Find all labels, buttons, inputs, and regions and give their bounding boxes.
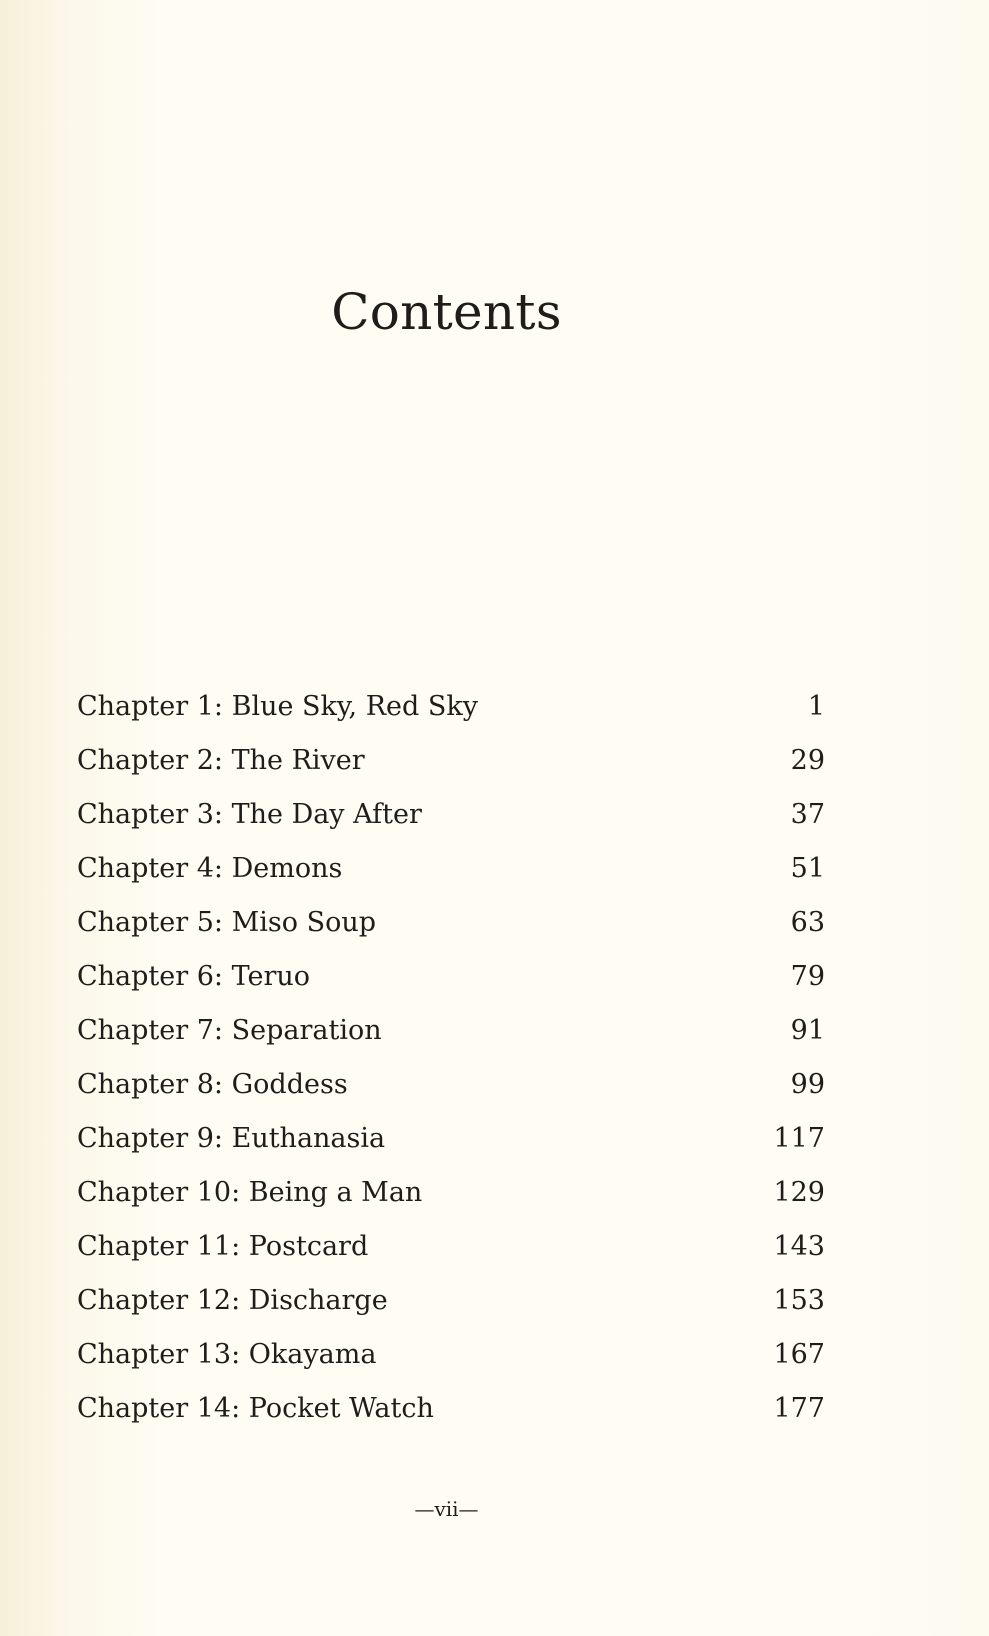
page-number: 117 — [773, 1123, 825, 1154]
page-number: 51 — [790, 853, 825, 884]
table-of-contents — [77, 680, 825, 1436]
page-number: 79 — [790, 961, 825, 992]
toc-entry — [77, 1058, 825, 1112]
toc-entry — [77, 1220, 825, 1274]
toc-entry — [77, 1166, 825, 1220]
page-number: 99 — [790, 1069, 825, 1100]
chapter-title: Chapter 2: The River — [77, 745, 365, 776]
page-number: 1 — [807, 691, 825, 722]
page-number: 63 — [790, 907, 825, 938]
toc-entry — [77, 680, 825, 734]
chapter-title: Chapter 3: The Day After — [77, 799, 422, 830]
toc-entry — [77, 896, 825, 950]
chapter-title: Chapter 12: Discharge — [77, 1285, 388, 1316]
page-number: 91 — [790, 1015, 825, 1046]
page-number: 29 — [790, 745, 825, 776]
chapter-title: Chapter 6: Teruo — [77, 961, 311, 992]
page-number: 177 — [773, 1393, 825, 1424]
toc-entry — [77, 1274, 825, 1328]
toc-entry — [77, 1004, 825, 1058]
chapter-title: Chapter 11: Postcard — [77, 1231, 369, 1262]
chapter-title: Chapter 10: Being a Man — [77, 1177, 423, 1208]
page-title: Contents — [331, 283, 562, 341]
toc-entry — [77, 1112, 825, 1166]
chapter-title: Chapter 7: Separation — [77, 1015, 382, 1046]
page-number: 129 — [773, 1177, 825, 1208]
page-number: 167 — [773, 1339, 825, 1370]
toc-entry — [77, 1328, 825, 1382]
chapter-title: Chapter 5: Miso Soup — [77, 907, 377, 938]
page-number: 37 — [790, 799, 825, 830]
chapter-title: Chapter 13: Okayama — [77, 1339, 377, 1370]
page-folio: —vii— — [414, 1497, 479, 1521]
toc-entry — [77, 1382, 825, 1436]
chapter-title: Chapter 14: Pocket Watch — [77, 1393, 434, 1424]
chapter-title: Chapter 4: Demons — [77, 853, 343, 884]
toc-entry — [77, 734, 825, 788]
chapter-title: Chapter 1: Blue Sky, Red Sky — [77, 691, 479, 722]
page-number: 153 — [773, 1285, 825, 1316]
page-number: 143 — [773, 1231, 825, 1262]
toc-entry — [77, 950, 825, 1004]
toc-entry — [77, 842, 825, 896]
chapter-title: Chapter 9: Euthanasia — [77, 1123, 386, 1154]
chapter-title: Chapter 8: Goddess — [77, 1069, 348, 1100]
toc-entry — [77, 788, 825, 842]
